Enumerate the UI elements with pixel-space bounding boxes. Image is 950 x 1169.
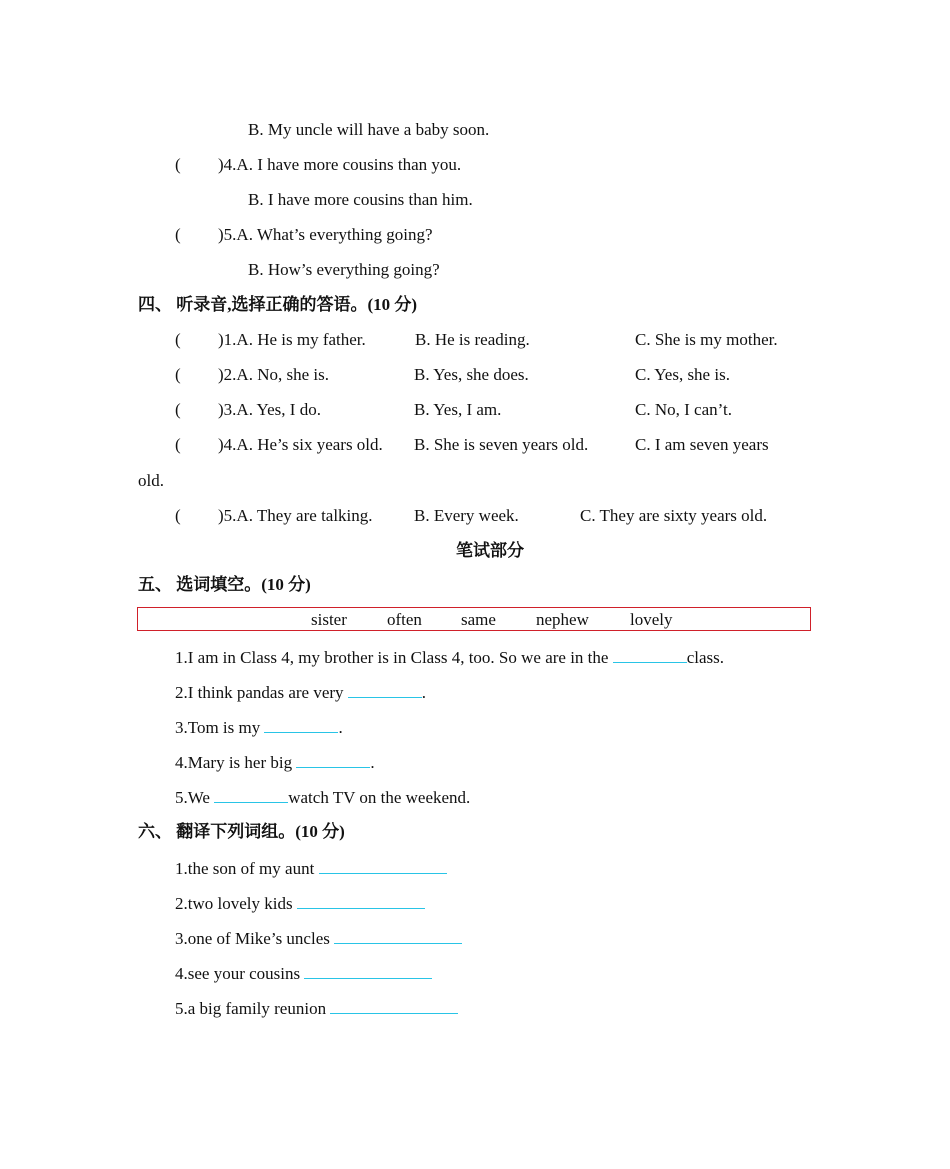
s4-q3-option-a: )3.A. Yes, I do.	[218, 400, 321, 419]
s4-q5-option-c: C. They are sixty years old.	[580, 506, 768, 525]
s4-q2-paren: (	[175, 365, 181, 384]
s5-q3-text: 3.Tom is my	[175, 718, 261, 737]
s5-q1-blank[interactable]	[613, 646, 687, 663]
s4-q1-paren: (	[175, 330, 181, 349]
section6-heading: 六、 翻译下列词组。(10 分)	[138, 822, 345, 841]
s6-item-1	[175, 857, 447, 880]
s3-q3-option-b: B. My uncle will have a baby soon.	[248, 120, 490, 139]
s5-q1-text: 1.I am in Class 4, my brother is in Class 4, too. So we are in the	[175, 648, 609, 667]
s6-item-4-text: 4.see your cousins	[175, 964, 301, 983]
s6-item-5-text: 5.a big family reunion	[175, 999, 327, 1018]
s3-q4-paren: (	[175, 155, 181, 174]
s5-q4-after: .	[370, 753, 375, 772]
s6-item-1-blank[interactable]	[319, 857, 447, 874]
s5-q5-after: watch TV on the weekend.	[288, 788, 471, 807]
s4-q5-option-b: B. Every week.	[414, 506, 519, 525]
s6-item-4-blank[interactable]	[304, 962, 432, 979]
s5-q5	[175, 786, 470, 809]
s5-q2-blank[interactable]	[348, 681, 422, 698]
s4-q3-paren: (	[175, 400, 181, 419]
s6-item-1-text: 1.the son of my aunt	[175, 859, 315, 878]
s4-q1-option-a: )1.A. He is my father.	[218, 330, 366, 349]
s6-item-3	[175, 927, 462, 950]
section4-heading: 四、 听录音,选择正确的答语。(10 分)	[138, 295, 418, 314]
s4-q3-option-b: B. Yes, I am.	[414, 400, 502, 419]
s6-item-2-text: 2.two lovely kids	[175, 894, 293, 913]
s5-q1	[175, 646, 724, 669]
word-bank-item: same	[461, 610, 496, 629]
s4-q1-option-b: B. He is reading.	[415, 330, 530, 349]
s4-q4-option-c-wrap: old.	[138, 471, 164, 490]
s5-q2-after: .	[421, 683, 427, 702]
s6-item-5	[175, 997, 458, 1020]
s4-q4-option-b: B. She is seven years old.	[414, 435, 589, 454]
s5-q4-text: 4.Mary is her big	[175, 753, 293, 772]
s4-q1-option-c: C. She is my mother.	[635, 330, 778, 349]
s5-q2	[175, 681, 426, 704]
s5-q5-blank[interactable]	[214, 786, 288, 803]
word-bank-box	[137, 607, 811, 631]
s6-item-2	[175, 892, 425, 915]
s6-item-3-blank[interactable]	[334, 927, 462, 944]
s3-q4-option-a: )4.A. I have more cousins than you.	[218, 155, 462, 174]
s6-item-2-blank[interactable]	[297, 892, 425, 909]
section5-heading: 五、 选词填空。(10 分)	[138, 575, 311, 594]
s4-q2-option-a: )2.A. No, she is.	[218, 365, 329, 384]
s5-q4	[175, 751, 375, 774]
word-bank-item: often	[387, 610, 422, 629]
s6-item-3-text: 3.one of Mike’s uncles	[175, 929, 330, 948]
s3-q5-option-a: )5.A. What’s everything going?	[218, 225, 433, 244]
s5-q5-text: 5.We	[175, 788, 210, 807]
s5-q1-after: class.	[686, 648, 724, 667]
s5-q3	[175, 716, 343, 739]
s4-q2-option-b: B. Yes, she does.	[414, 365, 529, 384]
word-bank-item: nephew	[536, 610, 589, 629]
s4-q3-option-c: C. No, I can’t.	[635, 400, 732, 419]
s6-item-4	[175, 962, 432, 985]
s5-q2-text: 2.I think pandas are very	[175, 683, 344, 702]
s5-q4-blank[interactable]	[296, 751, 370, 768]
s5-q3-blank[interactable]	[264, 716, 338, 733]
s4-q4-paren: (	[175, 435, 181, 454]
s4-q4-option-a: )4.A. He’s six years old.	[218, 435, 383, 454]
s3-q5-paren: (	[175, 225, 181, 244]
s4-q4-option-c: C. I am seven years	[635, 435, 769, 454]
s5-q3-after: .	[338, 718, 343, 737]
s3-q4-option-b: B. I have more cousins than him.	[248, 190, 473, 209]
s4-q2-option-c: C. Yes, she is.	[635, 365, 730, 384]
s4-q5-option-a: )5.A. They are talking.	[218, 506, 373, 525]
word-bank-item: sister	[311, 610, 347, 629]
written-part-title: 笔试部分	[456, 541, 524, 560]
s6-item-5-blank[interactable]	[330, 997, 458, 1014]
s3-q5-option-b: B. How’s everything going?	[248, 260, 440, 279]
s4-q5-paren: (	[175, 506, 181, 525]
word-bank-item: lovely	[630, 610, 673, 629]
